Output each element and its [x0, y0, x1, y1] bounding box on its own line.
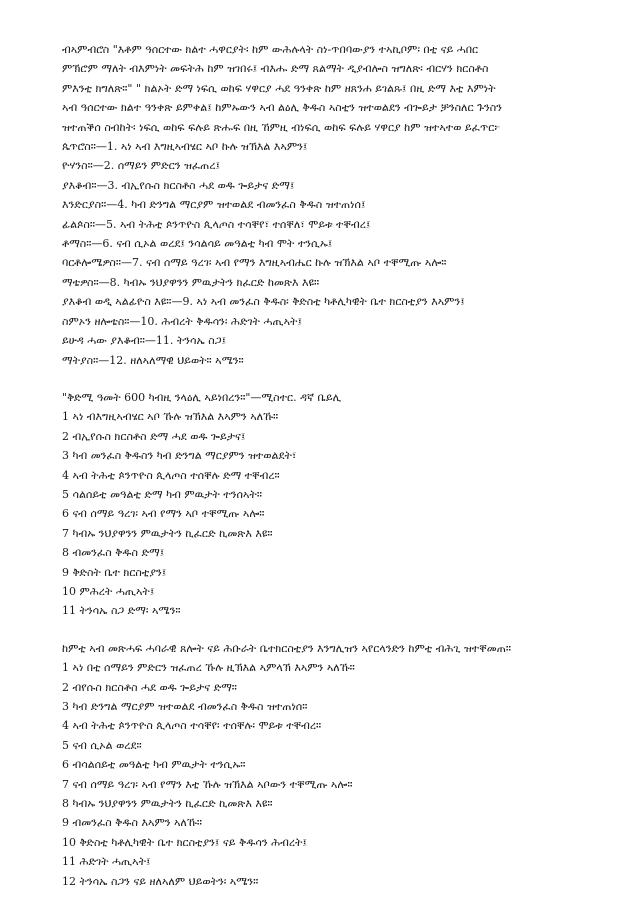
text-line: ያእቆብ።—3. ብኢየሱስ ክርስቶስ ሓደ ወዱ ጐይታና ድማ፤ — [62, 178, 295, 192]
text-line: ዮሃንስ።—2. ሰማይን ምድርን ዝፈጠረ፤ — [62, 159, 220, 173]
text-line: ስምኦን ዘሎቴስ።—10. ሕብረት ቅዱሳን፡ ሕድገት ሓጢኣት፤ — [62, 314, 302, 328]
section-gap — [62, 370, 574, 388]
text-line: "ቅድሚ ዓመት 600 ካብዚ ንላዕሊ ኣይነበረን።"—ሚስተር. ዳኛ ቤይሊ — [62, 390, 342, 404]
text-line: 1 ኣነ በቲ ሰማይን ምድርን ዝፈጠረ ኹሉ ዚኽእል ኣምላኽ እኣምን ኣለኹ። — [62, 661, 355, 675]
text-line: 2 ብኢየሱስ ክርስቶስ ድማ ሓደ ወዱ ጐይታና፤ — [62, 429, 246, 443]
text-line: 6 ብሳልሰይቲ መዓልቲ ካብ ምዉታት ተንሲኡ። — [62, 758, 246, 772]
text-line: ያእቆብ ወዲ ኣልፊዮስ እዩ።—9. ኣነ ኣብ መንፈስ ቅዱስ፡ ቅድስቲ ካቶሊካዊት ቤተ ክርስቲያን እኣምን፤ — [62, 295, 465, 309]
text-line: ምእንቲ ክግለጽ።" " ክልኦት ድማ ነፍሲ ወከፍ ሃዋርያ ሓደ ዓንቀጽ ከም ዘጸንሐ ይገልጹ፤ በዚ ድማ እቲ እምነት — [62, 81, 496, 95]
section-gap — [62, 621, 574, 639]
text-line: 8 ካብኡ ንህያዋንን ምዉታትን ኪፈርድ ኪመጽእ እዩ። — [62, 797, 273, 811]
text-line: ብኣምብሮስ "እቶም ዓሰርተው ክልተ ሓዋርያት፡ ከም ውሕሉላት ስነ-ጥበባውያን ተኣኪቦም፡ በቲ ናይ ሓበር — [62, 43, 479, 56]
text-section-3 — [62, 639, 574, 891]
text-line: 2 ብየሱስ ክርስቶስ ሓደ ወዱ ጐይታና ድማ። — [62, 680, 237, 694]
text-line: 1 ኣነ ብእግዚኣብሄር ኣቦ ኹሉ ዝኽእል እኣምን ኣለኹ። — [62, 410, 279, 424]
text-line: 5 ናብ ሲኦል ወረደ። — [62, 738, 142, 752]
text-line: 9 ቅድስት ቤተ ክርስቲያን፤ — [62, 565, 167, 579]
text-line: ማቴዎስ።—8. ካብኡ ንህያዋንን ምዉታትን ክፈርድ ከመጽእ እዩ። — [62, 275, 320, 289]
text-line: 7 ናብ ሰማይ ዓረገ፡ ኣብ የማን እቲ ኹሉ ዝኽእል ኣቦውን ተቐሚጡ ኣሎ። — [62, 777, 353, 791]
text-line: ይሁዳ ሓው ያእቆብ።—11. ትንሳኤ ስጋ፤ — [62, 334, 227, 348]
text-line: 11 ትንሳኤ ስጋ ድማ፡ ኣሜን። — [62, 604, 181, 618]
text-section-2 — [62, 388, 574, 621]
text-line: 11 ሕድገት ሓጢኣት፤ — [62, 855, 151, 869]
text-line: ማትያስ።—12. ዘለኣለማዊ ህይወት። ኣሜን። — [62, 353, 244, 367]
text-line: 7 ካብኡ ንህያዋንን ምዉታትን ኪፈርድ ኪመጽእ እዩ። — [62, 526, 273, 540]
text-line: ጴጥሮስ።—1. ኣነ ኣብ እግዚኣብሄር ኣቦ ኩሉ ዝኽእል እኣምን፤ — [62, 140, 308, 154]
text-line: 3 ካብ ድንግል ማርያም ዝተወልደ ብመንፈስ ቅዱስ ዝተጠነሰ። — [62, 700, 308, 713]
text-line: 10 ቅድስቲ ካቶሊካዊት ቤተ ክርስቲያን፤ ናይ ቅዱሳን ሕብረት፤ — [62, 835, 307, 849]
text-line: 9 ብመንፈስ ቅዱስ እኣምን ኣለኹ። — [62, 816, 202, 830]
text-line: 4 ኣብ ትሕቲ ጶንጥዮስ ጲላጦስ ተሰቐሉ ድማ ተቐብረ። — [62, 468, 280, 482]
text-line: 3 ካብ መንፈስ ቅዱስን ካብ ድንግል ማርያምን ዝተወልደት፣ — [62, 449, 297, 463]
text-line: ከምቲ ኣብ መጽሓፍ ሓባራዊ ጸሎት ናይ ሕቡራት ቤተክርስቲያን እንግሊዝን ኣየርላንድን ከምቲ ብሕጊ ዝተቐመጠ። — [62, 641, 511, 655]
text-line: ምኽሮም ማለት ብእምነት መፍትሕ ከም ዝገበሩ፤ ብእሑ ድማ ጸልማት ዲያብሎስ ዝግለጽ፡ ብርሃን ክርስቶስ — [62, 62, 489, 76]
text-line: 6 ናብ ሰማይ ዓረገ፡ ኣብ የማን ኣቦ ተቐሚጡ ኣሎ። — [62, 507, 265, 521]
text-line: 12 ትንሳኤ ስጋን ናይ ዘለኣለም ህይወትን፡ ኣሜን። — [62, 874, 259, 888]
text-line: እንድርያስ።—4. ካብ ድንግል ማርያም ዝተወልደ ብመንፈስ ቅዱስ ዝተጠነሰ፤ — [62, 198, 366, 212]
text-line: ኣብ ዓሰርተው ክልተ ዓንቀጽ ይምቀል፤ ከምኡውን ኣብ ልዕሊ ቅዱስ ኣስቲን ዝተወልደን ብጐይታ ቻንስለር ጉንስን — [62, 101, 502, 115]
text-section-1 — [62, 40, 574, 370]
text-line: ቶማስ።—6. ናብ ሲኦል ወረደ፤ ንሳልሳይ መዓልቲ ካብ ሞት ተንሲኡ፤ — [62, 237, 333, 251]
text-line: ባርቶሎሜዎስ።—7. ናብ ሰማይ ዓረገ፡ ኣብ የማን እግዚኣብሔር ኩሉ ዝኽእል ኣቦ ተቐሚጡ ኣሎ። — [62, 256, 447, 270]
text-line: ፊልጶስ።—5. ኣብ ትሕቲ ጶንጥዮስ ጲላጦስ ተሳቐየ፣ ተሰቐለ፣ ሞይቱ ተቐብረ፤ — [62, 217, 371, 231]
text-line: 8 ብመንፈስ ቅዱስ ድማ፤ — [62, 546, 165, 560]
text-line: 4 ኣብ ትሕቲ ጶንጥዮስ ጲላጦስ ተሳቐየ፡ ተሰቐሉ፡ ሞይቱ ተቐብረ። — [62, 719, 322, 733]
text-line: ዝተጠቕሰ ስብከት፡ ነፍሲ ወከፍ ፍሉይ ጽሑፍ በዚ ኸምዚ ብነፍሲ ወከፍ ፍሉይ ሃዋርያ ከም ዝተኣተወ ይፈጥር፦ — [62, 120, 501, 134]
text-line: 5 ሳልሰይቲ መዓልቲ ድማ ካብ ምዉታት ተንሰኣት። — [62, 487, 262, 501]
text-line: 10 ምሕረት ሓጢኣት፤ — [62, 584, 155, 598]
